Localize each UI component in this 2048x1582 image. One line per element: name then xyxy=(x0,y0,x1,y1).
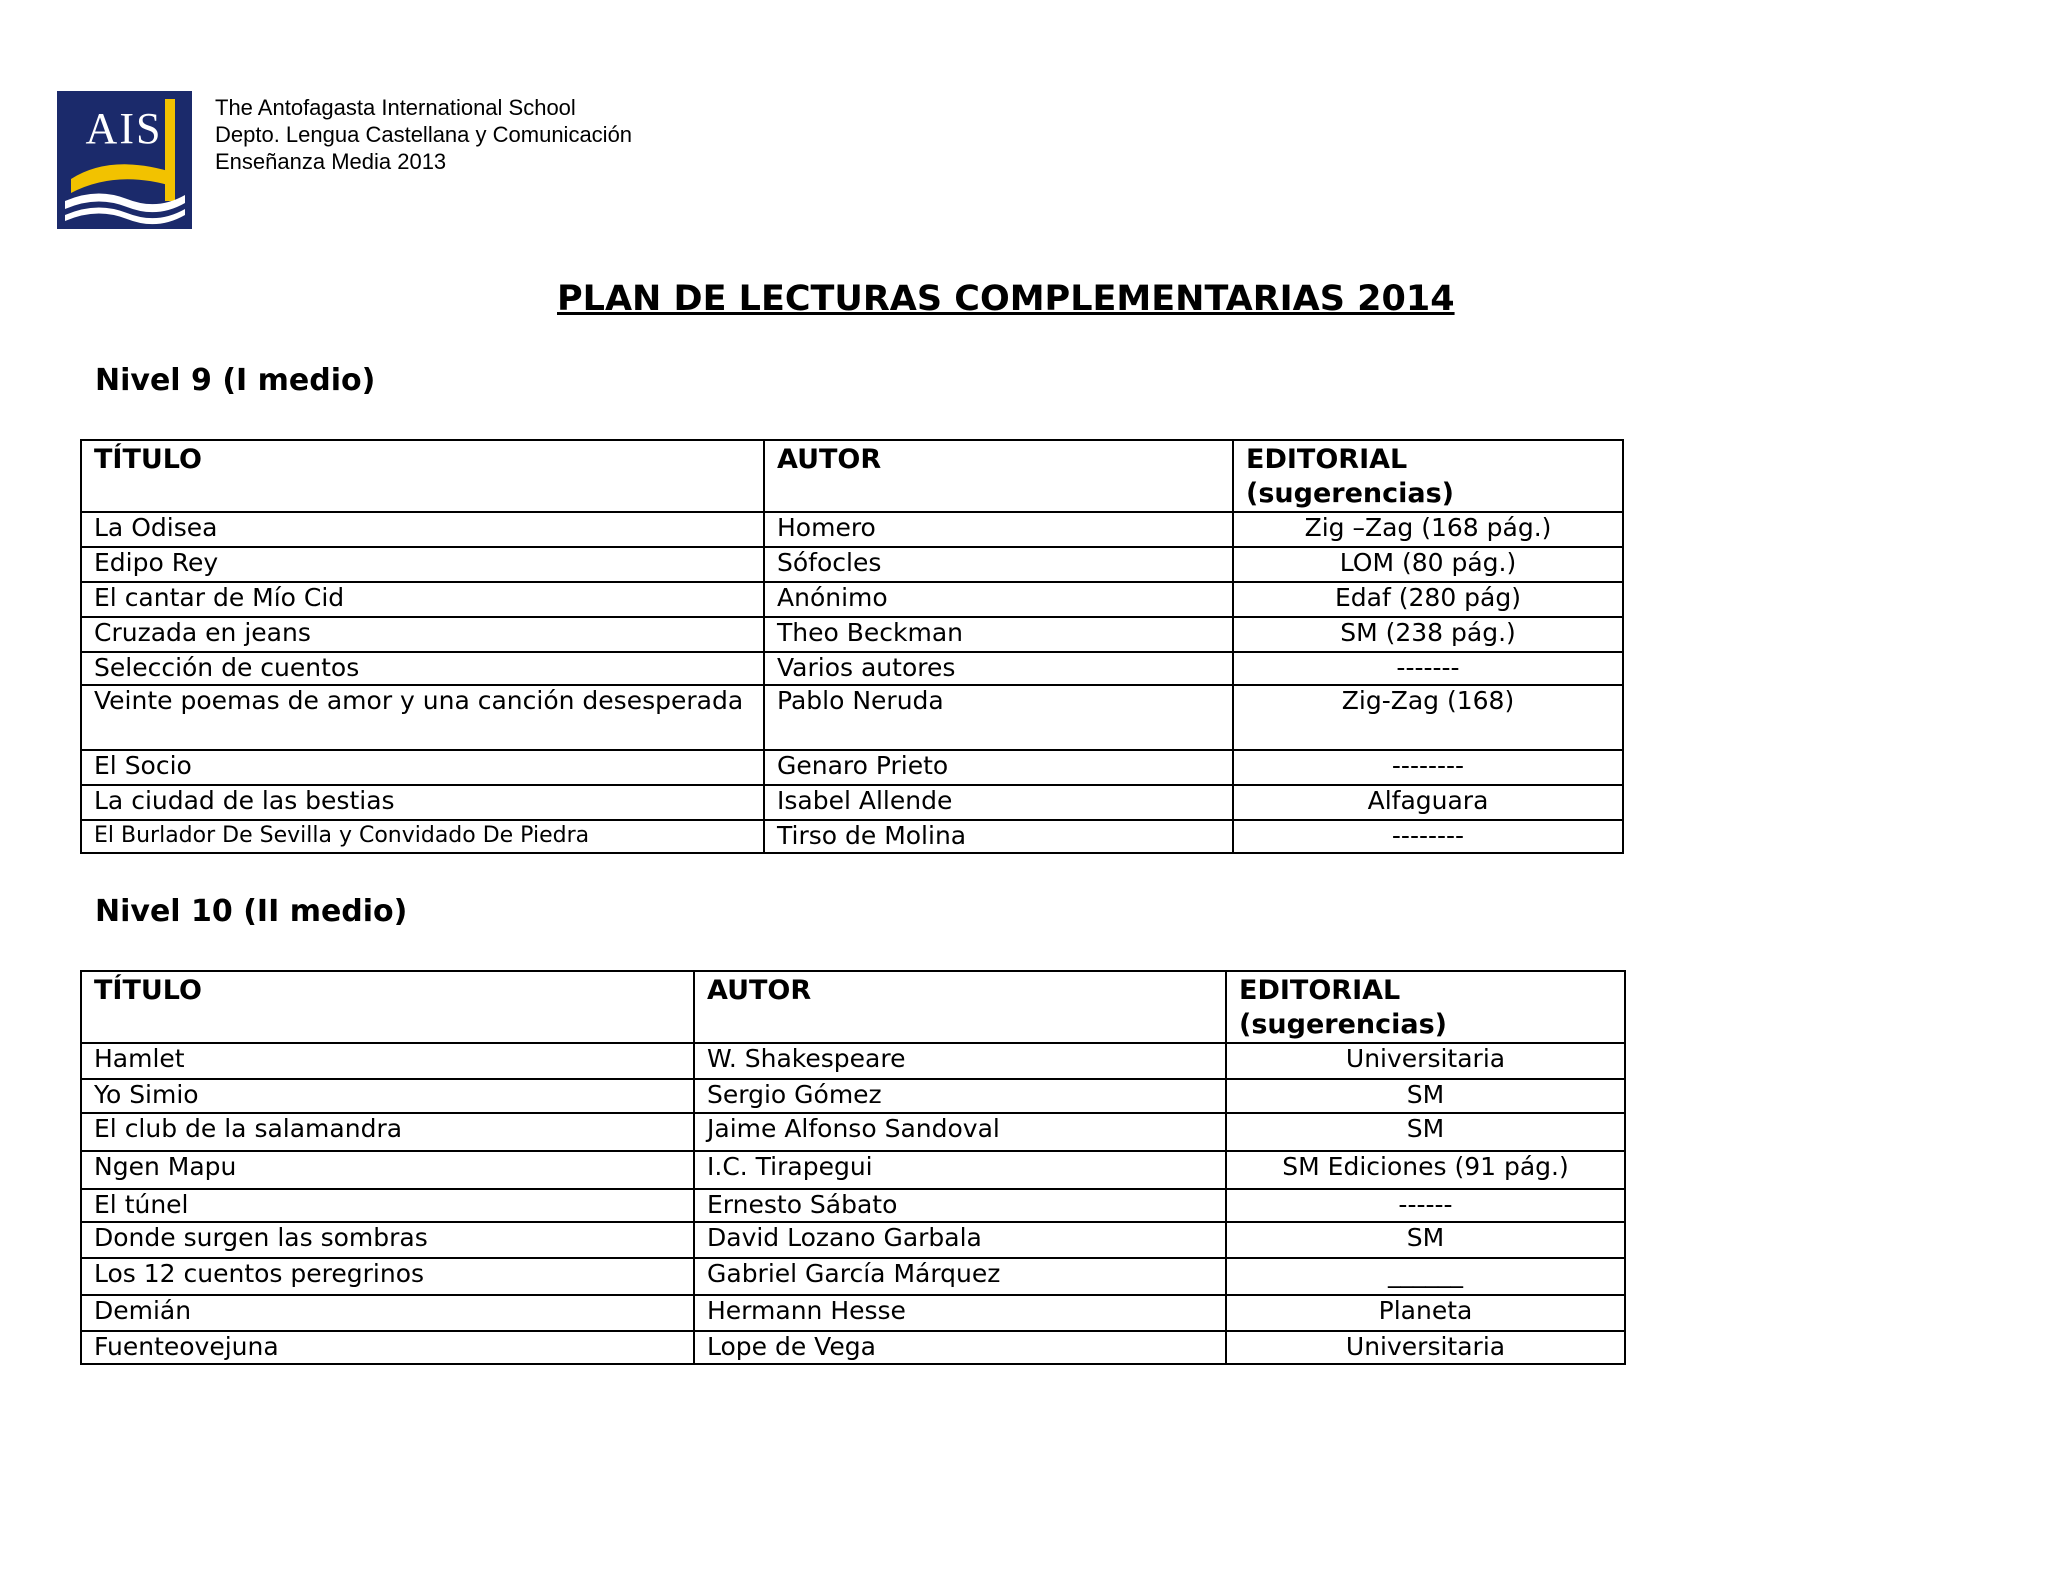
cell-editorial: ------- xyxy=(1233,652,1623,685)
cell-editorial: Universitaria xyxy=(1226,1331,1625,1364)
cell-editorial: Zig –Zag (168 pág.) xyxy=(1233,512,1623,547)
cell-titulo: Edipo Rey xyxy=(81,547,764,582)
cell-titulo: Veinte poemas de amor y una canción desesperada xyxy=(81,685,764,750)
cell-autor: Gabriel García Márquez xyxy=(694,1258,1226,1295)
cell-editorial: SM (238 pág.) xyxy=(1233,617,1623,652)
column-header-titulo: TÍTULO xyxy=(81,971,694,1043)
cell-editorial: -------- xyxy=(1233,750,1623,785)
svg-text:AIS: AIS xyxy=(85,104,163,153)
school-logo xyxy=(57,91,192,229)
cell-titulo: Selección de cuentos xyxy=(81,652,764,685)
cell-editorial: Universitaria xyxy=(1226,1043,1625,1079)
section-heading-nivel-10: Nivel 10 (II medio) xyxy=(95,894,408,929)
cell-titulo: El club de la salamandra xyxy=(81,1113,694,1151)
table-row xyxy=(81,582,1623,617)
cell-editorial: Edaf (280 pág) xyxy=(1233,582,1623,617)
table-row xyxy=(81,547,1623,582)
cell-editorial: -------- xyxy=(1233,820,1623,853)
cell-editorial: Zig-Zag (168) xyxy=(1233,685,1623,750)
cell-autor: Tirso de Molina xyxy=(764,820,1233,853)
table-row xyxy=(81,1151,1625,1189)
cell-autor: Hermann Hesse xyxy=(694,1295,1226,1331)
school-name: The Antofagasta International School xyxy=(215,95,576,120)
cell-titulo: Hamlet xyxy=(81,1043,694,1079)
cell-editorial: ______ xyxy=(1226,1258,1625,1295)
table-row xyxy=(81,1079,1625,1113)
cell-autor: Pablo Neruda xyxy=(764,685,1233,750)
column-header-autor: AUTOR xyxy=(694,971,1226,1043)
column-header-editorial: EDITORIAL (sugerencias) xyxy=(1226,971,1625,1043)
cell-autor: Homero xyxy=(764,512,1233,547)
table-row xyxy=(81,1331,1625,1364)
reading-table-nivel-10 xyxy=(80,970,1626,1365)
table-row xyxy=(81,1222,1625,1258)
cell-autor: David Lozano Garbala xyxy=(694,1222,1226,1258)
department-name: Depto. Lengua Castellana y Comunicación xyxy=(215,122,633,147)
cell-titulo: El túnel xyxy=(81,1189,694,1222)
cell-autor: Sófocles xyxy=(764,547,1233,582)
table-row xyxy=(81,1258,1625,1295)
table-row xyxy=(81,617,1623,652)
education-level: Enseñanza Media 2013 xyxy=(215,149,447,174)
table-row xyxy=(81,785,1623,820)
table-row xyxy=(81,1189,1625,1222)
table-row xyxy=(81,685,1623,750)
table-row xyxy=(81,820,1623,853)
table-row xyxy=(81,1043,1625,1079)
cell-titulo: El cantar de Mío Cid xyxy=(81,582,764,617)
cell-autor: Genaro Prieto xyxy=(764,750,1233,785)
table-row xyxy=(81,750,1623,785)
table-row xyxy=(81,652,1623,685)
cell-autor: I.C. Tirapegui xyxy=(694,1151,1226,1189)
school-header xyxy=(215,94,632,175)
column-header-titulo: TÍTULO xyxy=(81,440,764,512)
cell-titulo: Cruzada en jeans xyxy=(81,617,764,652)
cell-editorial: LOM (80 pág.) xyxy=(1233,547,1623,582)
cell-autor: Varios autores xyxy=(764,652,1233,685)
cell-autor: Theo Beckman xyxy=(764,617,1233,652)
section-heading-nivel-9: Nivel 9 (I medio) xyxy=(95,363,376,398)
cell-titulo: Donde surgen las sombras xyxy=(81,1222,694,1258)
table-row xyxy=(81,512,1623,547)
cell-autor: W. Shakespeare xyxy=(694,1043,1226,1079)
cell-editorial: ------ xyxy=(1226,1189,1625,1222)
cell-titulo: Ngen Mapu xyxy=(81,1151,694,1189)
table-row xyxy=(81,1113,1625,1151)
cell-autor: Sergio Gómez xyxy=(694,1079,1226,1113)
cell-autor: Lope de Vega xyxy=(694,1331,1226,1364)
cell-titulo: La ciudad de las bestias xyxy=(81,785,764,820)
cell-titulo: El Burlador De Sevilla y Convidado De Piedra xyxy=(81,820,764,853)
cell-titulo: El Socio xyxy=(81,750,764,785)
cell-editorial: SM xyxy=(1226,1222,1625,1258)
cell-editorial: Alfaguara xyxy=(1233,785,1623,820)
cell-titulo: Demián xyxy=(81,1295,694,1331)
reading-table-nivel-9 xyxy=(80,439,1624,854)
cell-editorial: SM Ediciones (91 pág.) xyxy=(1226,1151,1625,1189)
cell-titulo: La Odisea xyxy=(81,512,764,547)
cell-editorial: Planeta xyxy=(1226,1295,1625,1331)
cell-autor: Anónimo xyxy=(764,582,1233,617)
cell-autor: Isabel Allende xyxy=(764,785,1233,820)
document-title: PLAN DE LECTURAS COMPLEMENTARIAS 2014 xyxy=(557,279,1455,319)
cell-editorial: SM xyxy=(1226,1079,1625,1113)
cell-editorial: SM xyxy=(1226,1113,1625,1151)
cell-titulo: Los 12 cuentos peregrinos xyxy=(81,1258,694,1295)
column-header-editorial: EDITORIAL (sugerencias) xyxy=(1233,440,1623,512)
cell-titulo: Fuenteovejuna xyxy=(81,1331,694,1364)
table-row xyxy=(81,1295,1625,1331)
table-header-row xyxy=(81,971,1625,1043)
cell-autor: Jaime Alfonso Sandoval xyxy=(694,1113,1226,1151)
cell-titulo: Yo Simio xyxy=(81,1079,694,1113)
table-header-row xyxy=(81,440,1623,512)
column-header-autor: AUTOR xyxy=(764,440,1233,512)
cell-autor: Ernesto Sábato xyxy=(694,1189,1226,1222)
